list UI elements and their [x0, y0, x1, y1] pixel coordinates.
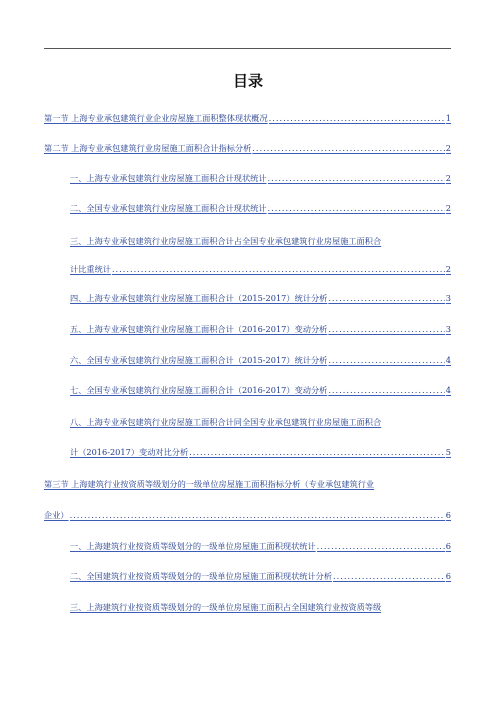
- toc-leader: [189, 446, 445, 458]
- toc-leader: [328, 323, 444, 335]
- toc-page-number: 6: [445, 510, 451, 520]
- toc-entry[interactable]: [70, 446, 451, 458]
- toc-entry-text: 企业）: [44, 510, 69, 520]
- toc-leader: [268, 172, 445, 184]
- toc-entry-text: 第一节 上海专业承包建筑行业企业房屋施工面积整体现状概况: [44, 113, 268, 123]
- toc-entry-text: 第二节 上海专业承包建筑行业房屋施工面积合计指标分析: [44, 143, 252, 153]
- toc-entry-first-line[interactable]: 八、上海专业承包建筑行业房屋施工面积合计同全国专业承包建筑行业房屋施工面积合: [70, 417, 382, 427]
- toc-leader: [328, 354, 444, 366]
- toc-entry[interactable]: [44, 509, 451, 521]
- toc-leader: [317, 540, 445, 552]
- toc-leader: [328, 384, 444, 396]
- toc-entry-text: 四、上海专业承包建筑行业房屋施工面积合计（2015-2017）统计分析: [70, 293, 328, 303]
- toc-page-number: 2: [445, 143, 451, 153]
- toc-entry-first-line[interactable]: 三、上海建筑行业按资质等级划分的一级单位房屋施工面积占全国建筑行业按资质等级: [70, 602, 382, 612]
- toc-entry-text: 计比重统计: [70, 264, 111, 274]
- toc-entry-text: 一、上海建筑行业按资质等级划分的一级单位房屋施工面积现状统计: [70, 541, 316, 551]
- toc-entry-text: 六、全国专业承包建筑行业房屋施工面积合计（2015-2017）统计分析: [70, 355, 328, 365]
- toc-entry[interactable]: [44, 142, 451, 154]
- toc-page-number: 6: [445, 541, 451, 551]
- toc-page-number: 4: [445, 385, 451, 395]
- toc-entry-text: 五、上海专业承包建筑行业房屋施工面积合计（2016-2017）变动分析: [70, 324, 328, 334]
- toc-page-number: 5: [445, 447, 451, 457]
- toc-page-number: 3: [445, 293, 451, 303]
- toc-entry-text: 七、全国专业承包建筑行业房屋施工面积合计（2016-2017）变动分析: [70, 385, 328, 395]
- toc-page-number: 1: [445, 113, 451, 123]
- toc-entry-first-line[interactable]: 第三节 上海建筑行业按资质等级划分的一级单位房屋施工面积指标分析（专业承包建筑行业: [44, 479, 375, 489]
- toc-entry[interactable]: [70, 540, 451, 552]
- toc-entry[interactable]: [70, 570, 451, 582]
- toc-leader: [268, 202, 445, 214]
- toc-page-number: 2: [445, 203, 451, 213]
- toc-entry[interactable]: [70, 202, 451, 214]
- toc-entry-text: 二、全国建筑行业按资质等级划分的一级单位房屋施工面积现状统计分析: [70, 571, 333, 581]
- toc-entry-first-line[interactable]: 三、上海专业承包建筑行业房屋施工面积合计占全国专业承包建筑行业房屋施工面积合: [70, 236, 382, 246]
- toc-entry[interactable]: [70, 172, 451, 184]
- toc-leader: [70, 509, 445, 521]
- toc-leader: [328, 292, 444, 304]
- toc-entry-text: 计（2016-2017）变动对比分析: [70, 447, 189, 457]
- toc-page-number: 6: [445, 571, 451, 581]
- toc-entry[interactable]: [70, 354, 451, 366]
- toc-page-number: 4: [445, 355, 451, 365]
- toc-leader: [333, 570, 445, 582]
- toc-entry[interactable]: [44, 112, 451, 124]
- toc-entry-text: 二、全国专业承包建筑行业房屋施工面积合计现状统计: [70, 203, 267, 213]
- header-rule: [44, 48, 451, 49]
- toc-page-number: 3: [445, 324, 451, 334]
- toc-entry[interactable]: [70, 384, 451, 396]
- toc-title: 目录: [232, 72, 263, 90]
- toc-leader: [112, 263, 445, 275]
- toc-page-number: 2: [445, 264, 451, 274]
- toc-page-number: 2: [445, 173, 451, 183]
- toc-entry[interactable]: [70, 263, 451, 275]
- toc-entry[interactable]: [70, 323, 451, 335]
- toc-leader: [269, 112, 445, 124]
- toc-entry[interactable]: [70, 292, 451, 304]
- toc-leader: [252, 142, 444, 154]
- toc-entry-text: 一、上海专业承包建筑行业房屋施工面积合计现状统计: [70, 173, 267, 183]
